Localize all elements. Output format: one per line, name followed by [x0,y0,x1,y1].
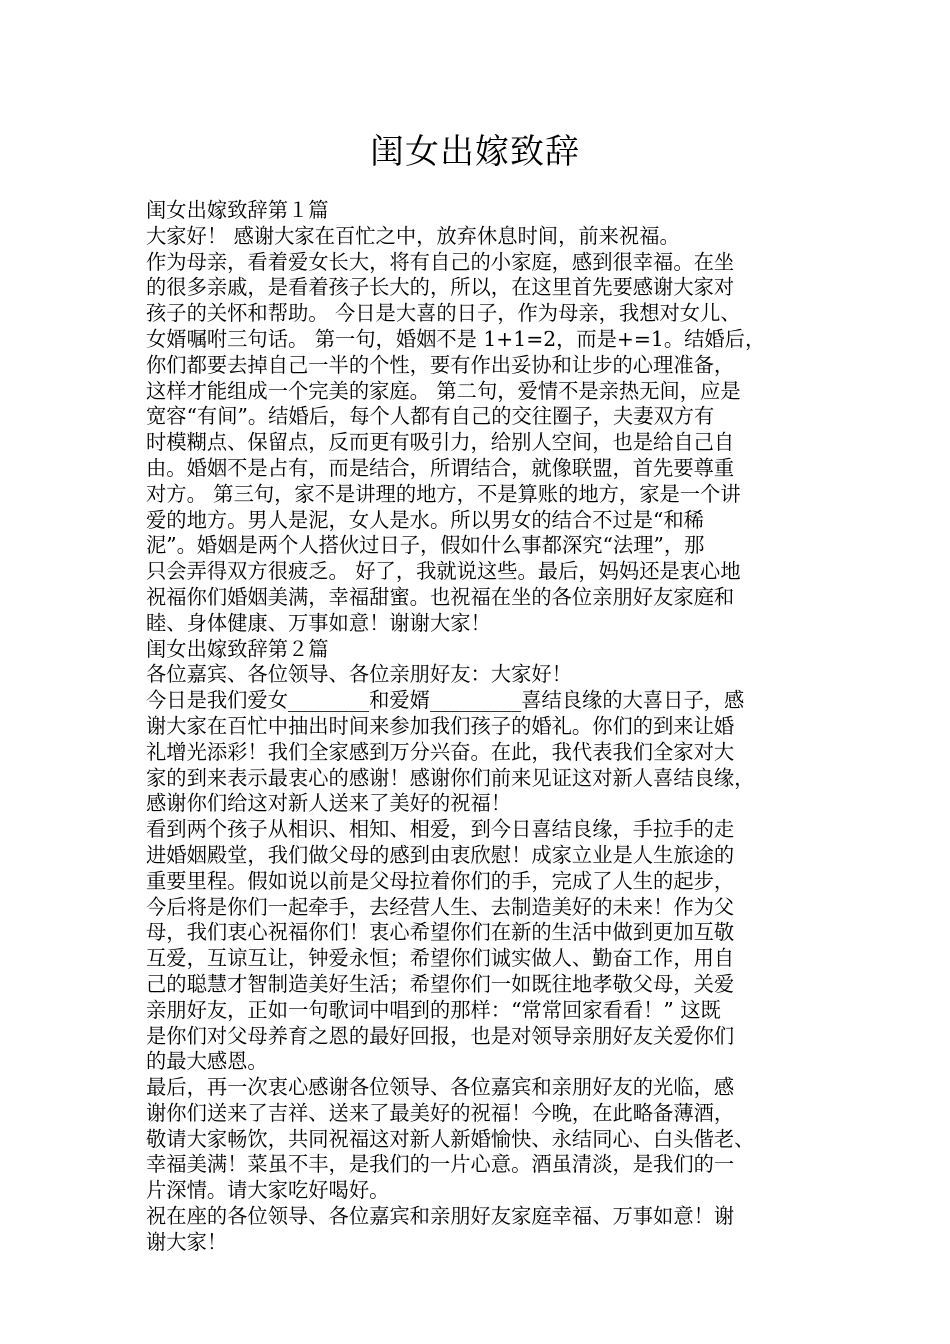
text-line: 谢大家在百忙中抽出时间来参加我们孩子的婚礼。你们的到来让婚 [146,713,735,738]
text-line: 由。婚姻不是占有，而是结合，所谓结合，就像联盟，首先要尊重 [146,455,735,480]
text-line: 是你们对父母养育之恩的最好回报，也是对领导亲朋好友关爱你们 [146,1023,735,1048]
section-heading: 闺女出嫁致辞第１篇 [146,198,329,222]
text-line: 时模糊点、保留点，反而更有吸引力，给别人空间，也是给自己自 [146,430,735,455]
text-line: 这样才能组成一个完美的家庭。 第二句，爱情不是亲热无间，应是 [146,378,741,403]
text-line: 孩子的关怀和帮助。 今日是大喜的日子，作为母亲，我想对女儿、 [146,301,741,326]
text-line: 谢你们送来了吉祥、送来了最美好的祝福！今晚，在此略备薄酒， [146,1100,735,1125]
text-line: 宽容“有间”。结婚后，每个人都有自己的交往圈子，夫妻双方有 [146,404,715,429]
text-line: 重要里程。假如说以前是父母拉着你们的手，完成了人生的起步， [146,868,735,893]
text-line: 家的到来表示最衷心的感谢！感谢你们前来见证这对新人喜结良缘， [146,765,755,790]
text-line: 各位嘉宾、各位领导、各位亲朋好友：大家好！ [146,662,572,687]
text-line: 感谢你们给这对新人送来了美好的祝福！ [146,791,512,816]
text-line: 今日是我们爱女________和爱婿_________喜结良缘的大喜日子，感 [146,688,745,713]
text-line: 礼增光添彩！我们全家感到万分兴奋。在此，我代表我们全家对大 [146,739,735,764]
text-line: 泥”。婚姻是两个人搭伙过日子，假如什么事都深究“法理”，那 [146,533,705,558]
text-line: 祝在座的各位领导、各位嘉宾和亲朋好友家庭幸福、万事如意！谢 [146,1204,735,1229]
text-line: 己的聪慧才智制造美好生活；希望你们一如既往地孝敬父母，关爱 [146,971,735,996]
text-line: 爱的地方。男人是泥，女人是水。所以男女的结合不过是“和稀 [146,507,704,532]
text-line: 睦、身体健康、万事如意！谢谢大家！ [146,610,491,635]
text-line: 的最大感恩。 [146,1049,268,1074]
text-line: 女婿嘱咐三句话。 第一句，婚姻不是 1+1=2，而是+=1。结婚后， [146,326,766,351]
text-line: 母，我们衷心祝福你们！衷心希望你们在新的生活中做到更加互敬 [146,920,735,945]
text-line: 大家好！ 感谢大家在百忙之中，放弃休息时间，前来祝福。 [146,223,680,248]
text-line: 对方。 第三句，家不是讲理的地方，不是算账的地方，家是一个讲 [146,481,741,506]
text-line: 片深情。请大家吃好喝好。 [146,1178,390,1203]
text-line: 互爱，互谅互让，钟爱永恒；希望你们诚实做人、勤奋工作，用自 [146,946,735,971]
text-line: 作为母亲，看着爱女长大，将有自己的小家庭，感到很幸福。在坐 [146,249,735,274]
text-line: 祝福你们婚姻美满，幸福甜蜜。也祝福在坐的各位亲朋好友家庭和 [146,584,735,609]
text-line: 敬请大家畅饮，共同祝福这对新人新婚愉快、永结同心、白头偕老、 [146,1126,755,1151]
text-line: 进婚姻殿堂，我们做父母的感到由衷欣慰！成家立业是人生旅途的 [146,842,735,867]
document-title: 闺女出嫁致辞 [370,132,580,172]
document-body [146,198,812,1256]
text-line: 亲朋好友，正如一句歌词中唱到的那样：“常常回家看看！” 这既 [146,997,721,1022]
section-heading: 闺女出嫁致辞第２篇 [146,636,329,661]
text-line: 看到两个孩子从相识、相知、相爱，到今日喜结良缘，手拉手的走 [146,817,735,842]
text-line: 只会弄得双方很疲乏。 好了，我就说这些。最后，妈妈还是衷心地 [146,559,741,584]
text-line: 你们都要去掉自己一半的个性，要有作出妥协和让步的心理准备， [146,352,735,377]
text-line: 的很多亲戚，是看着孩子长大的，所以，在这里首先要感谢大家对 [146,275,735,300]
text-line: 今后将是你们一起牵手，去经营人生、去制造美好的未来！作为父 [146,894,735,919]
text-line: 谢大家！ [146,1229,228,1254]
text-line: 最后，再一次衷心感谢各位领导、各位嘉宾和亲朋好友的光临，感 [146,1075,735,1100]
text-line: 幸福美满！菜虽不丰，是我们的一片心意。酒虽清淡，是我们的一 [146,1152,735,1177]
